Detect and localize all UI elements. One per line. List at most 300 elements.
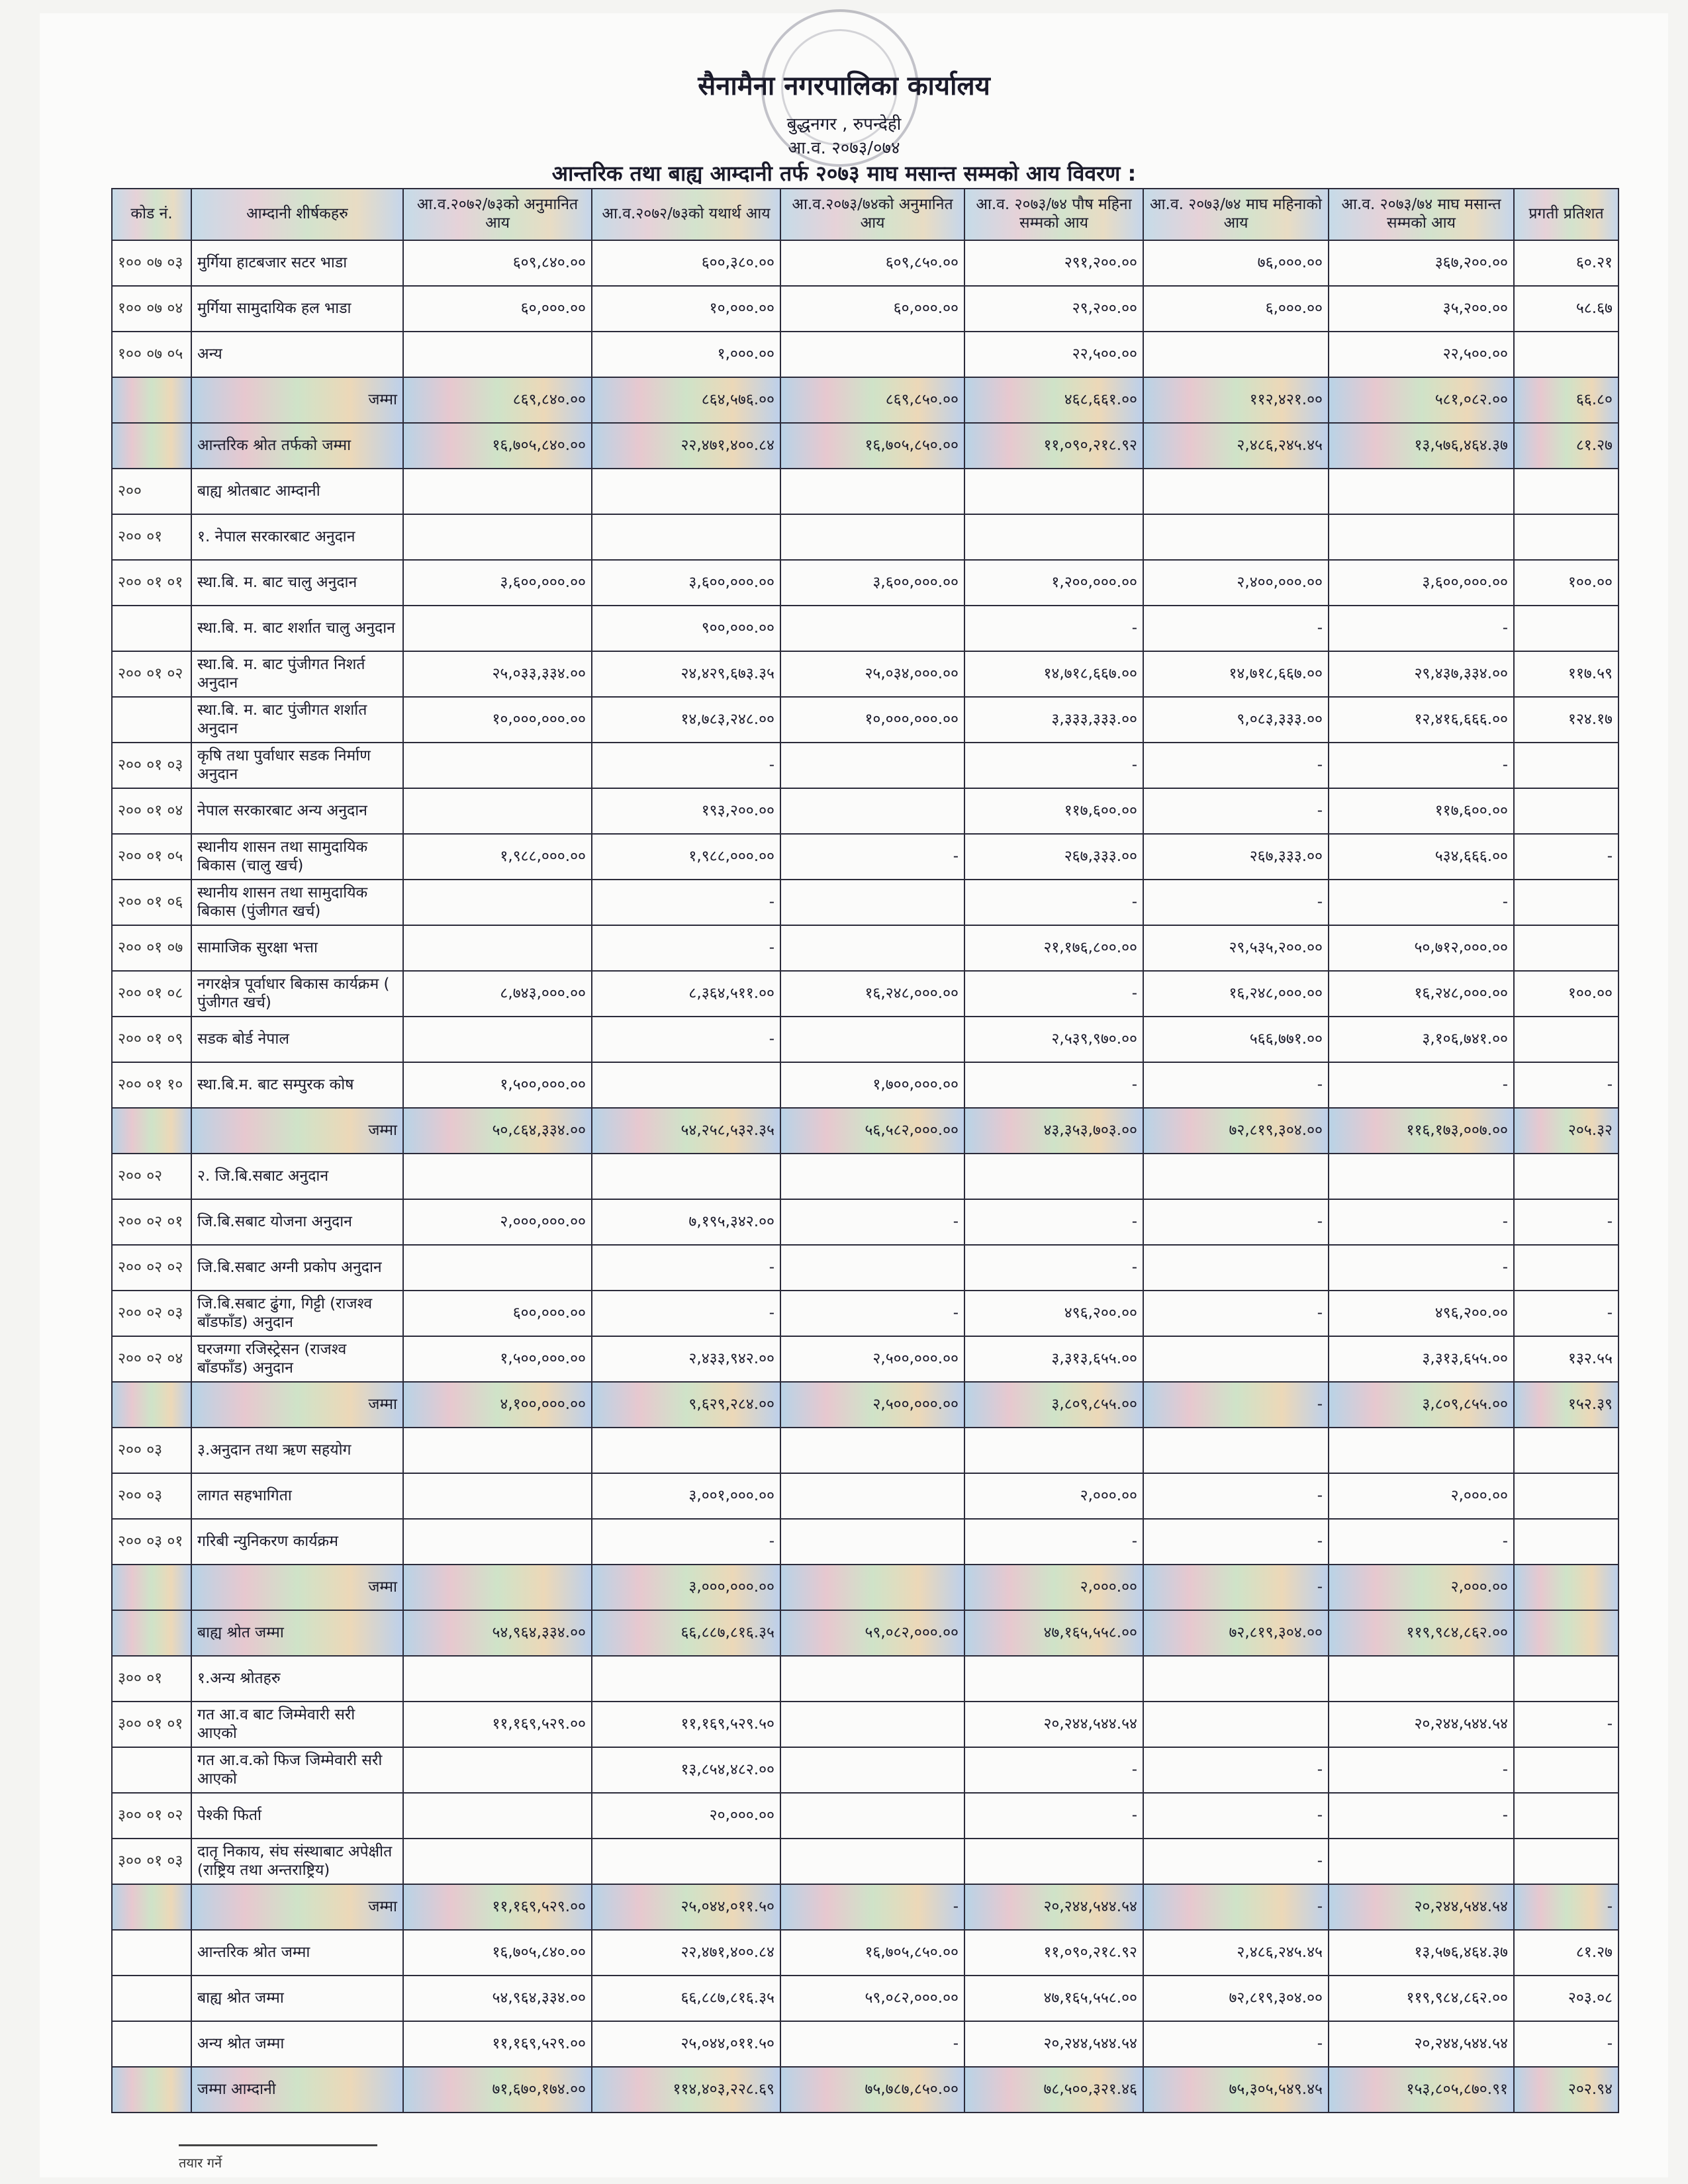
row-title: स्था.बि.म. बाट सम्पुरक कोष <box>191 1062 403 1108</box>
row-code: २०० ०१ १० <box>112 1062 191 1108</box>
row-title: मुर्गिया सामुदायिक हल भाडा <box>191 286 403 332</box>
row-title: नगरक्षेत्र पूर्वाधार बिकास कार्यक्रम ( पुंजीगत खर्च) <box>191 971 403 1017</box>
cell-c5 <box>1143 332 1329 377</box>
row-code: २०० ०३ <box>112 1428 191 1473</box>
table-row <box>112 286 1618 332</box>
cell-c5: २९,५३५,२००.०० <box>1143 925 1329 971</box>
cell-c5: २,४००,०००.०० <box>1143 560 1329 606</box>
cell-c7: १५२.३९ <box>1514 1382 1618 1428</box>
table-row <box>112 1291 1618 1336</box>
cell-c2: ७,१९५,३४२.०० <box>592 1199 780 1245</box>
cell-c5 <box>1143 469 1329 514</box>
cell-c2: २५,०४४,०११.५० <box>592 2021 780 2067</box>
cell-c3: - <box>780 1199 964 1245</box>
cell-c3 <box>780 332 964 377</box>
cell-c5: ५६६,७७१.०० <box>1143 1017 1329 1062</box>
cell-c4: ४६८,६६१.०० <box>964 377 1143 423</box>
cell-c3: १६,२४८,०००.०० <box>780 971 964 1017</box>
cell-c5 <box>1143 1336 1329 1382</box>
row-code: २०० ०१ ०८ <box>112 971 191 1017</box>
cell-c2: २५,०४४,०११.५० <box>592 1884 780 1930</box>
total-row <box>112 1610 1618 1656</box>
cell-c3: ७५,७८७,८५०.०० <box>780 2067 964 2113</box>
cell-c4: ३,३३३,३३३.०० <box>964 697 1143 743</box>
cell-c5: - <box>1143 880 1329 925</box>
cell-c3 <box>780 1519 964 1565</box>
cell-c1 <box>403 1245 592 1291</box>
cell-c1: ४,१००,०००.०० <box>403 1382 592 1428</box>
cell-c4: २१,१७६,८००.०० <box>964 925 1143 971</box>
table-row <box>112 1702 1618 1747</box>
cell-c6: ३,६००,०००.०० <box>1329 560 1514 606</box>
cell-c5: ७२,८१९,३०४.०० <box>1143 1976 1329 2021</box>
row-code <box>112 606 191 651</box>
row-code: २०० ०१ <box>112 514 191 560</box>
cell-c7 <box>1514 469 1618 514</box>
cell-c2: - <box>592 1291 780 1336</box>
cell-c2: २२,४७१,४००.८४ <box>592 423 780 469</box>
cell-c2: ८६४,५७६.०० <box>592 377 780 423</box>
cell-c7 <box>1514 925 1618 971</box>
row-code: २०० ०२ ०४ <box>112 1336 191 1382</box>
cell-c7: २०३.०८ <box>1514 1976 1618 2021</box>
cell-c7 <box>1514 880 1618 925</box>
row-title: जि.बि.सबाट ढुंगा, गिट्टी (राजश्व बाँडफाँड) अनुदान <box>191 1291 403 1336</box>
cell-c5: - <box>1143 1062 1329 1108</box>
cell-c4: - <box>964 880 1143 925</box>
cell-c5 <box>1143 1656 1329 1702</box>
cell-c7: १३२.५५ <box>1514 1336 1618 1382</box>
cell-c2 <box>592 1656 780 1702</box>
row-title: १. नेपाल सरकारबाट अनुदान <box>191 514 403 560</box>
cell-c7 <box>1514 788 1618 834</box>
cell-c6: - <box>1329 1245 1514 1291</box>
cell-c6: ३,३१३,६५५.०० <box>1329 1336 1514 1382</box>
cell-c4: - <box>964 1519 1143 1565</box>
cell-c4 <box>964 1656 1143 1702</box>
cell-c7 <box>1514 1656 1618 1702</box>
cell-c4: २९,२००.०० <box>964 286 1143 332</box>
cell-c6 <box>1329 1428 1514 1473</box>
cell-c3: २,५००,०००.०० <box>780 1336 964 1382</box>
cell-c4: ११,०९०,२१८.९२ <box>964 423 1143 469</box>
cell-c6: ३६७,२००.०० <box>1329 240 1514 286</box>
cell-c4 <box>964 514 1143 560</box>
cell-c5: - <box>1143 1473 1329 1519</box>
row-title: जि.बि.सबाट योजना अनुदान <box>191 1199 403 1245</box>
cell-c7: - <box>1514 1291 1618 1336</box>
cell-c1 <box>403 1656 592 1702</box>
row-title: बाह्य श्रोत जम्मा <box>191 1610 403 1656</box>
prepared-by-label: तयार गर्ने <box>179 2155 222 2171</box>
row-code <box>112 2021 191 2067</box>
cell-c2: - <box>592 1519 780 1565</box>
cell-c3: ५६,५८२,०००.०० <box>780 1108 964 1154</box>
cell-c4 <box>964 1428 1143 1473</box>
cell-c7: - <box>1514 1702 1618 1747</box>
cell-c6: - <box>1329 1793 1514 1839</box>
table-row <box>112 240 1618 286</box>
cell-c2 <box>592 1154 780 1199</box>
cell-c2 <box>592 1839 780 1884</box>
col-header-actual-7273: आ.व.२०७२/७३को यथार्थ आय <box>592 189 780 240</box>
cell-c1: १०,०००,०००.०० <box>403 697 592 743</box>
cell-c4: ३,३१३,६५५.०० <box>964 1336 1143 1382</box>
cell-c2: ९,६२९,२८४.०० <box>592 1382 780 1428</box>
table-row <box>112 1154 1618 1199</box>
cell-c3 <box>780 514 964 560</box>
row-code: १०० ०७ ०३ <box>112 240 191 286</box>
cell-c5: ७५,३०५,५४९.४५ <box>1143 2067 1329 2113</box>
cell-c3 <box>780 1565 964 1610</box>
cell-c6: १२,४१६,६६६.०० <box>1329 697 1514 743</box>
row-code: ३०० ०१ ०१ <box>112 1702 191 1747</box>
row-title: गत आ.व.को फिज जिम्मेवारी सरी आएको <box>191 1747 403 1793</box>
cell-c6: ३,१०६,७४१.०० <box>1329 1017 1514 1062</box>
table-row <box>112 1839 1618 1884</box>
cell-c3 <box>780 788 964 834</box>
cell-c1: ७१,६७०,१७४.०० <box>403 2067 592 2113</box>
row-code: २०० ०१ ०७ <box>112 925 191 971</box>
cell-c2: १०,०००.०० <box>592 286 780 332</box>
row-code: २०० ०२ ०२ <box>112 1245 191 1291</box>
cell-c4: ११७,६००.०० <box>964 788 1143 834</box>
table-row <box>112 1428 1618 1473</box>
cell-c4: ४७,१६५,५५८.०० <box>964 1976 1143 2021</box>
cell-c6: २०,२४४,५४४.५४ <box>1329 2021 1514 2067</box>
cell-c4: २०,२४४,५४४.५४ <box>964 1884 1143 1930</box>
cell-c2: ५४,२५८,५३२.३५ <box>592 1108 780 1154</box>
row-code <box>112 1610 191 1656</box>
row-code: २०० ०३ ०१ <box>112 1519 191 1565</box>
row-title: अन्य <box>191 332 403 377</box>
cell-c6: २,०००.०० <box>1329 1473 1514 1519</box>
cell-c4: ४९६,२००.०० <box>964 1291 1143 1336</box>
cell-c7 <box>1514 1428 1618 1473</box>
cell-c6 <box>1329 514 1514 560</box>
row-title: स्थानीय शासन तथा सामुदायिक बिकास (चालु खर्च) <box>191 834 403 880</box>
cell-c6: ११९,९८४,८६२.०० <box>1329 1976 1514 2021</box>
cell-c1 <box>403 1565 592 1610</box>
table-row <box>112 925 1618 971</box>
cell-c4: १,२००,०००.०० <box>964 560 1143 606</box>
cell-c6: - <box>1329 743 1514 788</box>
cell-c2: २०,०००.०० <box>592 1793 780 1839</box>
row-title: जि.बि.सबाट अग्नी प्रकोप अनुदान <box>191 1245 403 1291</box>
row-title: आन्तरिक श्रोत तर्फको जम्मा <box>191 423 403 469</box>
cell-c1: १६,७०५,८४०.०० <box>403 1930 592 1976</box>
cell-c7: ११७.५९ <box>1514 651 1618 697</box>
row-title: नेपाल सरकारबाट अन्य अनुदान <box>191 788 403 834</box>
cell-c1 <box>403 606 592 651</box>
table-row <box>112 743 1618 788</box>
cell-c5: ६,०००.०० <box>1143 286 1329 332</box>
table-row <box>112 1747 1618 1793</box>
cell-c1: ११,१६९,५२९.०० <box>403 1884 592 1930</box>
cell-c3 <box>780 925 964 971</box>
row-code: २०० ०१ ०४ <box>112 788 191 834</box>
signature-line-left <box>179 2144 377 2146</box>
cell-c1 <box>403 332 592 377</box>
cell-c2: - <box>592 1245 780 1291</box>
cell-c2: ३,०००,०००.०० <box>592 1565 780 1610</box>
row-code <box>112 377 191 423</box>
cell-c7 <box>1514 743 1618 788</box>
cell-c3: १६,७०५,८५०.०० <box>780 423 964 469</box>
cell-c1: ८,७४३,०००.०० <box>403 971 592 1017</box>
cell-c7 <box>1514 1565 1618 1610</box>
cell-c3: - <box>780 1884 964 1930</box>
total-row <box>112 1565 1618 1610</box>
cell-c6: - <box>1329 1747 1514 1793</box>
cell-c7 <box>1514 514 1618 560</box>
cell-c7: १२४.१७ <box>1514 697 1618 743</box>
cell-c4: - <box>964 1199 1143 1245</box>
row-code: २०० ०१ ०३ <box>112 743 191 788</box>
cell-c1: १,५००,०००.०० <box>403 1062 592 1108</box>
row-title: बाह्य श्रोत जम्मा <box>191 1976 403 2021</box>
cell-c6: १३,५७६,४६४.३७ <box>1329 1930 1514 1976</box>
row-title: कृषि तथा पुर्वाधार सडक निर्माण अनुदान <box>191 743 403 788</box>
cell-c1: ११,१६९,५२९.०० <box>403 1702 592 1747</box>
col-header-magh-month: आ.व. २०७३/७४ माघ महिनाको आय <box>1143 189 1329 240</box>
cell-c2: ६००,३८०.०० <box>592 240 780 286</box>
cell-c7: ६०.२१ <box>1514 240 1618 286</box>
col-header-title: आम्दानी शीर्षकहरु <box>191 189 403 240</box>
cell-c1: २,०००,०००.०० <box>403 1199 592 1245</box>
total-row <box>112 2067 1618 2113</box>
cell-c5: - <box>1143 743 1329 788</box>
total-row <box>112 1884 1618 1930</box>
row-code: २०० ०२ ०३ <box>112 1291 191 1336</box>
cell-c3: १०,०००,०००.०० <box>780 697 964 743</box>
table-row <box>112 1519 1618 1565</box>
cell-c4: २२,५००.०० <box>964 332 1143 377</box>
cell-c7: ६६.८० <box>1514 377 1618 423</box>
table-row <box>112 606 1618 651</box>
cell-c6: ५०,७१२,०००.०० <box>1329 925 1514 971</box>
cell-c1: १६,७०५,८४०.०० <box>403 423 592 469</box>
cell-c4: - <box>964 1245 1143 1291</box>
cell-c6: - <box>1329 1519 1514 1565</box>
cell-c6: २०,२४४,५४४.५४ <box>1329 1702 1514 1747</box>
cell-c3 <box>780 1839 964 1884</box>
cell-c6 <box>1329 1656 1514 1702</box>
cell-c2: १४,७८३,२४८.०० <box>592 697 780 743</box>
cell-c3: ५९,०८२,०००.०० <box>780 1610 964 1656</box>
row-title: जम्मा आम्दानी <box>191 2067 403 2113</box>
row-title: जम्मा <box>191 1108 403 1154</box>
cell-c1: ३,६००,०००.०० <box>403 560 592 606</box>
cell-c3 <box>780 880 964 925</box>
cell-c5: - <box>1143 606 1329 651</box>
cell-c1 <box>403 1017 592 1062</box>
cell-c2: - <box>592 743 780 788</box>
table-row <box>112 651 1618 697</box>
table-row <box>112 1976 1618 2021</box>
cell-c5: ७२,८१९,३०४.०० <box>1143 1610 1329 1656</box>
row-title: स्था.बि. म. बाट पुंजीगत शर्शात अनुदान <box>191 697 403 743</box>
row-title: घरजग्गा रजिस्ट्रेसन (राजश्व बाँडफाँड) अनुदान <box>191 1336 403 1382</box>
cell-c2 <box>592 514 780 560</box>
fiscal-year: आ.व. २०७३/०७४ <box>788 138 900 158</box>
cell-c5: १४,७१८,६६७.०० <box>1143 651 1329 697</box>
cell-c7: ५८.६७ <box>1514 286 1618 332</box>
row-title: गत आ.व बाट जिम्मेवारी सरी आएको <box>191 1702 403 1747</box>
row-title: जम्मा <box>191 377 403 423</box>
cell-c7: - <box>1514 2021 1618 2067</box>
row-title: दातृ निकाय, संघ संस्थाबाट अपेक्षीत (राष्ट्रिय तथा अन्तराष्ट्रिय) <box>191 1839 403 1884</box>
cell-c1: ६०९,८४०.०० <box>403 240 592 286</box>
table-row <box>112 1656 1618 1702</box>
cell-c6: २९,४३७,३३४.०० <box>1329 651 1514 697</box>
row-title: लागत सहभागिता <box>191 1473 403 1519</box>
row-title: जम्मा <box>191 1565 403 1610</box>
table-row <box>112 1017 1618 1062</box>
cell-c1: १,५००,०००.०० <box>403 1336 592 1382</box>
cell-c4: ३,८०९,८५५.०० <box>964 1382 1143 1428</box>
cell-c2: - <box>592 925 780 971</box>
cell-c1 <box>403 880 592 925</box>
cell-c3: ३,६००,०००.०० <box>780 560 964 606</box>
row-code: २०० ०१ ०५ <box>112 834 191 880</box>
cell-c2: २२,४७१,४००.८४ <box>592 1930 780 1976</box>
cell-c5: ११२,४२१.०० <box>1143 377 1329 423</box>
cell-c3: ६०,०००.०० <box>780 286 964 332</box>
cell-c3: ५९,०८२,०००.०० <box>780 1976 964 2021</box>
cell-c4: २,०००.०० <box>964 1473 1143 1519</box>
row-code: ३०० ०१ ०२ <box>112 1793 191 1839</box>
cell-c7 <box>1514 1017 1618 1062</box>
row-code <box>112 1884 191 1930</box>
row-title: सामाजिक सुरक्षा भत्ता <box>191 925 403 971</box>
cell-c2: २४,४२९,६७३.३५ <box>592 651 780 697</box>
table-row <box>112 1793 1618 1839</box>
cell-c4: - <box>964 743 1143 788</box>
cell-c4: २९१,२००.०० <box>964 240 1143 286</box>
office-address: बुद्धनगर , रुपन्देही <box>786 114 902 134</box>
cell-c3 <box>780 1473 964 1519</box>
cell-c3 <box>780 743 964 788</box>
row-code: २०० ०१ ०२ <box>112 651 191 697</box>
row-code: २०० ०२ <box>112 1154 191 1199</box>
cell-c2 <box>592 1062 780 1108</box>
cell-c3 <box>780 606 964 651</box>
cell-c2: ३,६००,०००.०० <box>592 560 780 606</box>
table-row <box>112 469 1618 514</box>
cell-c5: - <box>1143 788 1329 834</box>
col-header-till-poush: आ.व. २०७३/७४ पौष महिना सम्मको आय <box>964 189 1143 240</box>
row-code: ३०० ०१ <box>112 1656 191 1702</box>
cell-c4: ४३,३५३,७०३.०० <box>964 1108 1143 1154</box>
cell-c6: - <box>1329 606 1514 651</box>
row-title: जम्मा <box>191 1884 403 1930</box>
cell-c6: - <box>1329 1199 1514 1245</box>
row-title: जम्मा <box>191 1382 403 1428</box>
table-row <box>112 880 1618 925</box>
row-code <box>112 697 191 743</box>
cell-c5: - <box>1143 1519 1329 1565</box>
cell-c7 <box>1514 1245 1618 1291</box>
income-table <box>111 188 1619 2113</box>
col-header-till-magh: आ.व. २०७३/७४ माघ मसान्त सम्मको आय <box>1329 189 1514 240</box>
cell-c5: १६,२४८,०००.०० <box>1143 971 1329 1017</box>
cell-c4: २०,२४४,५४४.५४ <box>964 1702 1143 1747</box>
table-row <box>112 1245 1618 1291</box>
cell-c4: १४,७१८,६६७.०० <box>964 651 1143 697</box>
row-title: बाह्य श्रोतबाट आम्दानी <box>191 469 403 514</box>
col-header-estimate-7273: आ.व.२०७२/७३को अनुमानित आय <box>403 189 592 240</box>
cell-c7 <box>1514 1610 1618 1656</box>
row-code: २०० ०३ <box>112 1473 191 1519</box>
table-row <box>112 788 1618 834</box>
cell-c1 <box>403 925 592 971</box>
cell-c7 <box>1514 1154 1618 1199</box>
cell-c4: - <box>964 1793 1143 1839</box>
cell-c3: - <box>780 834 964 880</box>
cell-c3 <box>780 1428 964 1473</box>
cell-c2: २,४३३,९४२.०० <box>592 1336 780 1382</box>
row-title: पेश्की फिर्ता <box>191 1793 403 1839</box>
cell-c2: १,०००.०० <box>592 332 780 377</box>
cell-c2: ८,३६४,५११.०० <box>592 971 780 1017</box>
cell-c3 <box>780 469 964 514</box>
cell-c6: - <box>1329 1062 1514 1108</box>
cell-c3: - <box>780 1291 964 1336</box>
row-title: अन्य श्रोत जम्मा <box>191 2021 403 2067</box>
cell-c1 <box>403 1154 592 1199</box>
cell-c7 <box>1514 1519 1618 1565</box>
cell-c3: २,५००,०००.०० <box>780 1382 964 1428</box>
cell-c5 <box>1143 1154 1329 1199</box>
cell-c3: १,७००,०००.०० <box>780 1062 964 1108</box>
cell-c2: ६६,८८७,८१६.३५ <box>592 1610 780 1656</box>
row-code: १०० ०७ ०४ <box>112 286 191 332</box>
cell-c5: - <box>1143 1747 1329 1793</box>
cell-c4 <box>964 469 1143 514</box>
cell-c5: - <box>1143 1291 1329 1336</box>
cell-c5: - <box>1143 1884 1329 1930</box>
table-row <box>112 1199 1618 1245</box>
table-row <box>112 1062 1618 1108</box>
row-code: २०० ०२ ०१ <box>112 1199 191 1245</box>
cell-c4: २०,२४४,५४४.५४ <box>964 2021 1143 2067</box>
cell-c7: २०२.९४ <box>1514 2067 1618 2113</box>
document-title: आन्तरिक तथा बाह्य आम्दानी तर्फ २०७३ माघ मसान्त सम्मको आय विवरण : <box>551 161 1137 186</box>
cell-c4 <box>964 1839 1143 1884</box>
cell-c2: ३,००१,०००.०० <box>592 1473 780 1519</box>
cell-c2: ६६,८८७,८१६.३५ <box>592 1976 780 2021</box>
total-row <box>112 1382 1618 1428</box>
cell-c6: २२,५००.०० <box>1329 332 1514 377</box>
cell-c6: ११६,१७३,००७.०० <box>1329 1108 1514 1154</box>
cell-c5: - <box>1143 2021 1329 2067</box>
cell-c4: २६७,३३३.०० <box>964 834 1143 880</box>
row-title: स्था.बि. म. बाट चालु अनुदान <box>191 560 403 606</box>
table-row <box>112 560 1618 606</box>
cell-c2 <box>592 1428 780 1473</box>
cell-c5: - <box>1143 1382 1329 1428</box>
cell-c4: - <box>964 1747 1143 1793</box>
cell-c5: ७२,८१९,३०४.०० <box>1143 1108 1329 1154</box>
total-row <box>112 377 1618 423</box>
cell-c4: ११,०९०,२१८.९२ <box>964 1930 1143 1976</box>
cell-c5: - <box>1143 1839 1329 1884</box>
row-code: १०० ०७ ०५ <box>112 332 191 377</box>
cell-c1 <box>403 1839 592 1884</box>
cell-c3: २५,०३४,०००.०० <box>780 651 964 697</box>
cell-c6: ५३४,६६६.०० <box>1329 834 1514 880</box>
